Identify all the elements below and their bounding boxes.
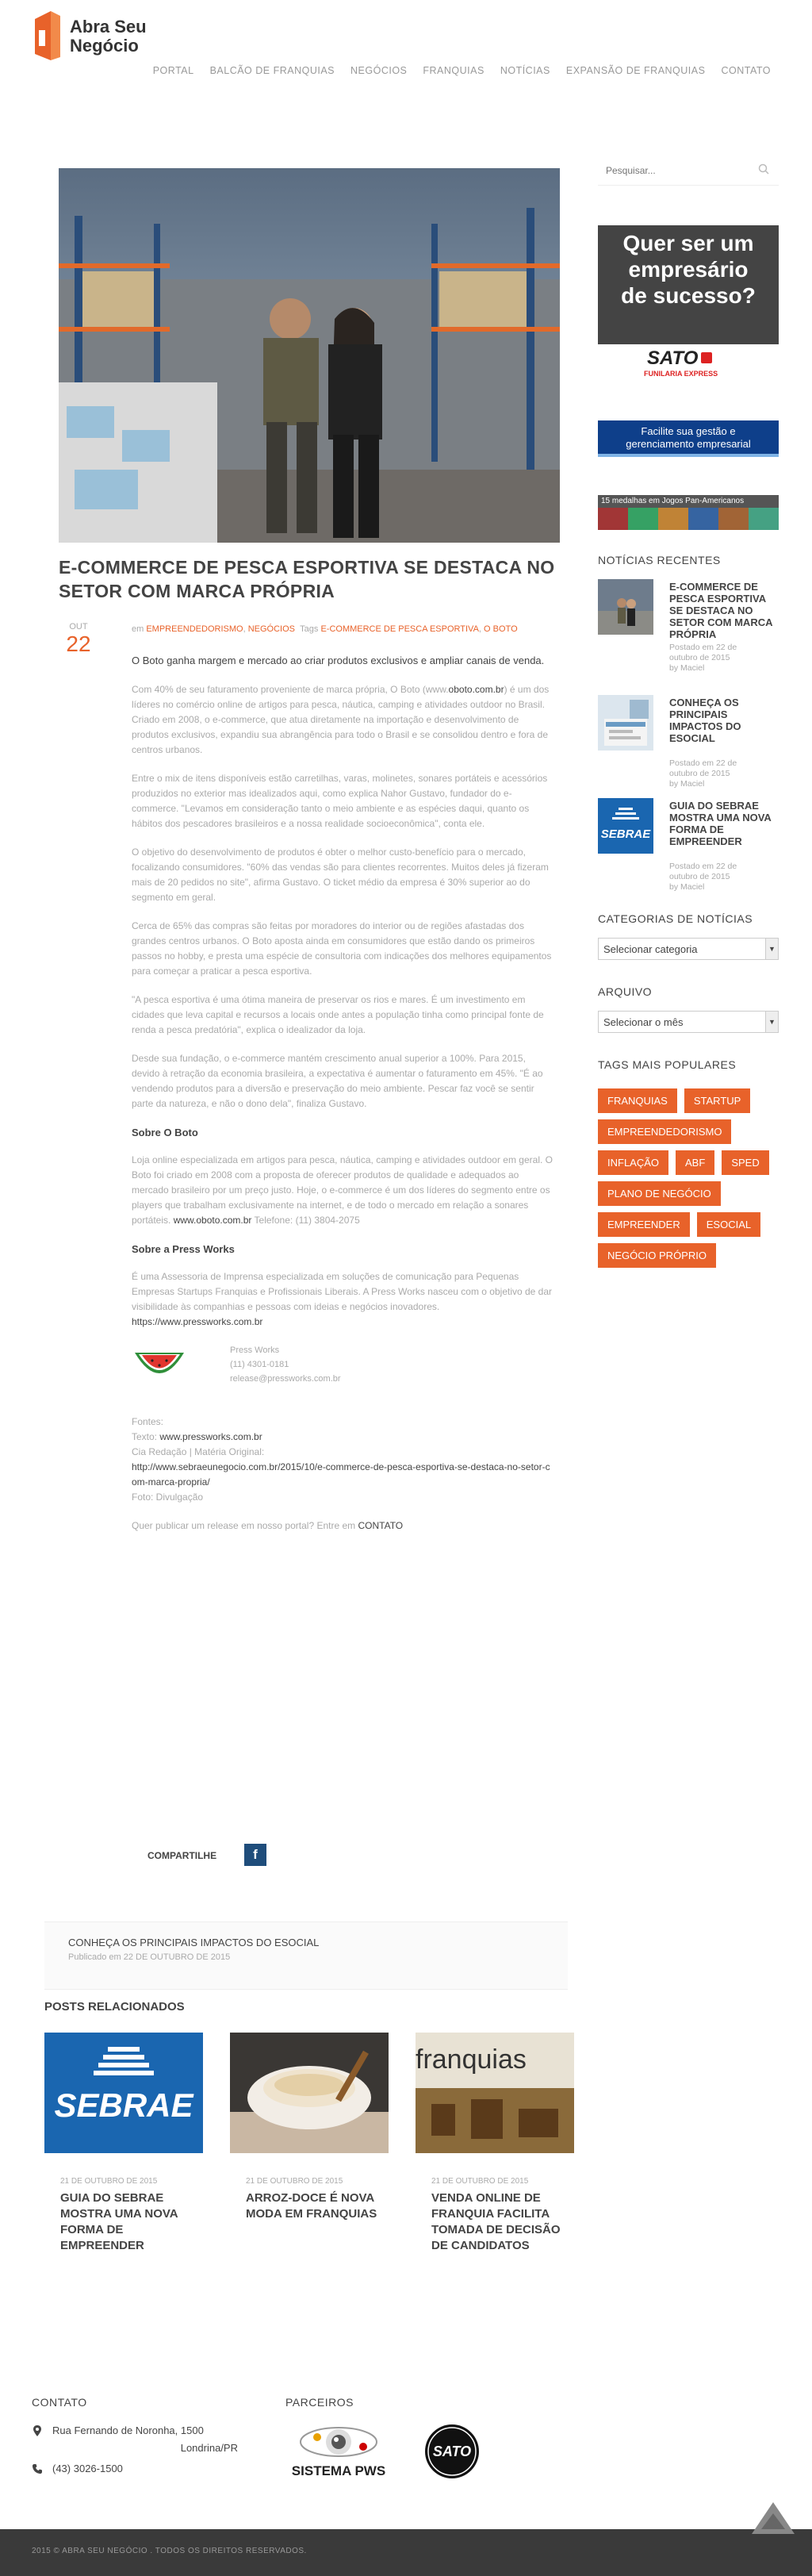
- r3m1: Postado em 22 de: [669, 862, 737, 871]
- meta-tag-oboto[interactable]: O BOTO: [484, 624, 518, 634]
- meta-sep: ,: [243, 624, 246, 634]
- r3m3: by Maciel: [669, 882, 705, 892]
- sources-label: Fontes:: [132, 1416, 164, 1427]
- partner-sistema-pws[interactable]: [287, 2420, 390, 2482]
- popular-tags-title: TAGS MAIS POPULARES: [598, 1058, 737, 1071]
- post-paragraph-2: Entre o mix de itens disponíveis estão carretilhas, varas, molinetes, sonares portáteis e acessórios produzidos no exterior mas idealizados aqui, como explica Nahor Gustavo, fundador do e-commerce. "Levamos em consideração tanto o meio ambiente e as espécies daqui, quanto os hábitos dos pescadores brasileiros e a nossa realidade socioeconômica", conta ele.: [132, 773, 548, 829]
- nav-noticias[interactable]: NOTÍCIAS: [500, 65, 550, 76]
- related-post-2-title[interactable]: ARROZ-DOCE É NOVA MODA EM FRANQUIAS: [246, 2191, 377, 2221]
- about-oboto-heading: Sobre O Boto: [132, 1127, 198, 1138]
- related-post-1[interactable]: [44, 2033, 203, 2254]
- previous-post-nav[interactable]: [44, 1921, 568, 1990]
- ad-sato-footer: [598, 344, 779, 382]
- main-content: [59, 168, 560, 603]
- ad-sato-line1: Quer ser um: [622, 231, 754, 255]
- warehouse-photo: [59, 168, 560, 543]
- meta-tags-label: Tags: [300, 624, 319, 634]
- post-date-day: 22: [66, 632, 91, 656]
- recent-post-2-thumb[interactable]: [598, 695, 653, 751]
- post-paragraph-4: Cerca de 65% das compras são feitas por moradores do interior ou de regiões afastadas dos grandes centros urbanos. O Boto aposta ainda em consumidores que estão dando os primeiros passos no hobby, e presta uma espécie de consultoria com indicações dos melhores equipamentos para começar a praticar a pesca esportiva.: [132, 920, 552, 977]
- recent-post-3-meta: [669, 862, 737, 893]
- footer-phone: [32, 2461, 190, 2477]
- tag-plano-de-negocio[interactable]: PLANO DE NEGÓCIO: [598, 1181, 721, 1206]
- warehouse-thumb: [598, 579, 653, 635]
- about-pressworks-heading: Sobre a Press Works: [132, 1243, 235, 1255]
- recent-post-3-title[interactable]: GUIA DO SEBRAE MOSTRA UMA NOVA FORMA DE EMPREENDER: [669, 800, 772, 847]
- post-meta: [132, 624, 518, 634]
- pressworks-name: Press Works: [230, 1346, 280, 1355]
- nav-expansao-de-franquias[interactable]: EXPANSÃO DE FRANQUIAS: [565, 65, 706, 76]
- related-post-2[interactable]: [230, 2033, 389, 2222]
- ad-gestao-line1: Facilite sua gestão e: [641, 425, 736, 437]
- facebook-share-button[interactable]: [244, 1844, 266, 1866]
- related-post-3[interactable]: [416, 2033, 574, 2254]
- nav-contato[interactable]: CONTATO: [721, 65, 771, 76]
- back-to-top-button[interactable]: [750, 2499, 796, 2545]
- sebrae-logo-icon: [44, 2033, 203, 2153]
- ad-sato-mark-icon: [701, 352, 712, 363]
- oboto-link[interactable]: oboto.com.br: [448, 684, 504, 695]
- tag-empreender[interactable]: EMPREENDER: [598, 1212, 690, 1237]
- chevron-down-icon: ▼: [765, 1012, 778, 1032]
- recent-post-1[interactable]: [598, 579, 779, 673]
- sistema-pws-logo-icon: [287, 2420, 390, 2482]
- footer-address: [32, 2423, 238, 2458]
- ad-sato-headline: [598, 230, 779, 309]
- r1m3: by Maciel: [669, 663, 705, 673]
- ad-sato-line3: de sucesso?: [621, 283, 756, 308]
- map-pin-icon: [33, 2425, 41, 2436]
- search-box[interactable]: [598, 155, 779, 186]
- meta-category-empreendedorismo[interactable]: EMPREENDEDORISMO: [146, 624, 243, 634]
- recent-post-1-title[interactable]: E-COMMERCE DE PESCA ESPORTIVA SE DESTACA NO SETOR COM MARCA PRÓPRIA: [669, 581, 772, 640]
- archive-select-value: Selecionar o mês: [603, 1016, 684, 1028]
- sato-partner-logo-icon: [412, 2421, 492, 2482]
- tag-negocio-proprio[interactable]: NEGÓCIO PRÓPRIO: [598, 1243, 716, 1268]
- site-header: [0, 0, 812, 87]
- source-text-label: Texto:: [132, 1431, 160, 1442]
- ad-gestao-stripe: [598, 454, 779, 457]
- post-paragraph-6: Desde sua fundação, o e-commerce mantém crescimento anual superior a 100%. Para 2015, devido à retração da economia brasileira, a expectativa é aumentar o faturamento em 45%. "É ao vendendo produtos para a diversão e preservação do meio ambiente. Pescar faz você se sentir parte da natureza, e não o dono dela", finaliza Gustavo.: [132, 1053, 543, 1109]
- meta-category-negocios[interactable]: NEGÓCIOS: [247, 624, 296, 634]
- post-paragraph-7: [132, 1153, 555, 1228]
- categories-select[interactable]: [598, 938, 779, 960]
- post-paragraph-3: O objetivo do desenvolvimento de produtos é obter o melhor custo-benefício para o mercado, focalizando consumidores. "60% das vendas são para clientes recorrentes. Muitos deles já fizeram mais de 20 pedidos no site", afirma Gustavo. O ticket médio da empresa é 30% superior ao do segmento em geral.: [132, 847, 549, 903]
- ad-banner-gestao[interactable]: [598, 420, 779, 457]
- tag-esocial[interactable]: ESOCIAL: [697, 1212, 760, 1237]
- oboto-site-link[interactable]: www.oboto.com.br: [173, 1215, 252, 1226]
- r1m1: Postado em 22 de: [669, 643, 737, 652]
- post-title: E-COMMERCE DE PESCA ESPORTIVA SE DESTACA NO SETOR COM MARCA PRÓPRIA: [59, 557, 555, 601]
- related-post-3-image[interactable]: [416, 2033, 574, 2153]
- address-line-2: Londrina/PR: [180, 2442, 238, 2454]
- post-featured-image: [59, 168, 560, 543]
- tag-inflacao[interactable]: INFLAÇÃO: [598, 1150, 668, 1175]
- recent-post-2-meta: [669, 758, 737, 789]
- main-nav: [153, 65, 771, 76]
- franquias-photo: [416, 2033, 574, 2153]
- pressworks-link[interactable]: https://www.pressworks.com.br: [132, 1316, 263, 1327]
- post-paragraph-5: "A pesca esportiva é uma ótima maneira de preservar os rios e mares. É um investimento em cidades que leva capital e recursos a locais onde antes a população tinha como principal fonte de renda a pesca predatória", explica o idealizador da loja.: [132, 994, 544, 1035]
- footer-contact-title: CONTATO: [32, 2396, 87, 2409]
- recent-post-1-thumb[interactable]: [598, 579, 653, 635]
- related-posts-title: POSTS RELACIONADOS: [44, 2000, 185, 2014]
- cta-text: Quer publicar um release em nosso portal? Entre em: [132, 1520, 358, 1531]
- r3m2: outubro de 2015: [669, 872, 730, 881]
- logo-line-1: Abra Seu: [70, 17, 147, 36]
- r2m2: outubro de 2015: [669, 769, 730, 778]
- pressworks-contact: [230, 1343, 341, 1386]
- recent-post-3[interactable]: [598, 798, 779, 892]
- recent-post-2-title[interactable]: CONHEÇA OS PRINCIPAIS IMPACTOS DO ESOCIAL: [669, 697, 741, 744]
- source-text-link[interactable]: www.pressworks.com.br: [159, 1431, 262, 1442]
- tag-franquias[interactable]: FRANQUIAS: [598, 1088, 677, 1113]
- sources: [132, 1415, 555, 1505]
- ad-sato-line2: empresário: [628, 257, 749, 282]
- tag-startup[interactable]: STARTUP: [684, 1088, 750, 1113]
- source-photo: Foto: Divulgação: [132, 1491, 204, 1503]
- address-line-1: Rua Fernando de Noronha, 1500: [52, 2424, 204, 2436]
- nav-balcao-de-franquias[interactable]: BALCÃO DE FRANQUIAS: [209, 65, 335, 76]
- facebook-icon: f: [253, 1847, 258, 1862]
- post-paragraph-1: [132, 682, 555, 758]
- post-date: [59, 622, 98, 657]
- esocial-thumb: [598, 695, 653, 751]
- pressworks-phone: (11) 4301-0181: [230, 1360, 289, 1369]
- meta-in: em: [132, 624, 144, 634]
- pressworks-email[interactable]: release@pressworks.com.br: [230, 1374, 341, 1384]
- sistema-pws-text: SISTEMA PWS: [291, 2463, 386, 2478]
- publish-cta: [132, 1518, 555, 1534]
- previous-post-title[interactable]: CONHEÇA OS PRINCIPAIS IMPACTOS DO ESOCIAL: [68, 1937, 320, 1948]
- sebrae-thumb-text: SEBRAE: [600, 827, 651, 841]
- prev-date-value: 22 DE OUTUBRO DE 2015: [123, 1952, 231, 1962]
- source-url-link[interactable]: http://www.sebraeunegocio.com.br/2015/10/e-commerce-de-pesca-esportiva-se-destaca-no-setor-com-marca-propria/: [132, 1461, 550, 1488]
- related-post-1-date: 21 DE OUTUBRO DE 2015: [60, 2177, 158, 2186]
- related-post-1-title[interactable]: GUIA DO SEBRAE MOSTRA UMA NOVA FORMA DE EMPREENDER: [60, 2191, 178, 2252]
- r2m1: Postado em 22 de: [669, 758, 737, 768]
- watermelon-logo-icon: [132, 1346, 187, 1383]
- cta-contact-link[interactable]: CONTATO: [358, 1520, 404, 1531]
- meta-tag-ecommerce[interactable]: E-COMMERCE DE PESCA ESPORTIVA: [320, 624, 479, 634]
- related-post-3-date: 21 DE OUTUBRO DE 2015: [431, 2177, 529, 2186]
- recent-post-2[interactable]: [598, 695, 779, 789]
- footer-bar: [0, 2529, 812, 2576]
- archive-title: ARQUIVO: [598, 985, 653, 998]
- pressworks-card: [132, 1343, 555, 1403]
- nav-franquias[interactable]: FRANQUIAS: [423, 65, 485, 76]
- r2m3: by Maciel: [669, 779, 705, 789]
- ad-pan-text: 15 medalhas em Jogos Pan-Americanos: [601, 497, 745, 505]
- archive-select[interactable]: [598, 1011, 779, 1033]
- sebrae-logo-text: SEBRAE: [54, 2087, 193, 2124]
- meta-sep-2: ,: [478, 624, 481, 634]
- logo-mark-icon: [32, 8, 65, 63]
- site-logo[interactable]: [32, 8, 159, 63]
- recent-post-1-meta: [669, 643, 737, 674]
- partner-sato[interactable]: [412, 2421, 492, 2482]
- previous-post-date: Publicado em 22 DE OUTUBRO DE 2015: [68, 1952, 231, 1962]
- ad-sato-brand: SATO: [647, 347, 699, 369]
- ad-gestao-line2: gerenciamento empresarial: [626, 438, 751, 450]
- search-input[interactable]: [606, 162, 749, 179]
- ad-banner-sato[interactable]: [598, 225, 779, 382]
- r1m2: outubro de 2015: [669, 653, 730, 662]
- tag-abf[interactable]: ABF: [676, 1150, 714, 1175]
- share-label: COMPARTILHE: [147, 1850, 217, 1861]
- logo-text: [70, 17, 147, 56]
- related-post-2-image[interactable]: [230, 2033, 389, 2153]
- categories-select-value: Selecionar categoria: [603, 943, 698, 955]
- footer-partners-title: PARCEIROS: [285, 2396, 354, 2409]
- ad-gestao-text: [598, 425, 779, 451]
- p7-text-a: Loja online especializada em artigos para pesca, náutica, camping e atividades outdoor em geral. O Boto foi criado em 2008 com a proposta de oferecer produtos de qualidade e adequados ao mercado brasileiro por um preço justo. Hoje, o e-commerce é um dos líderes do segmento entre os players que trabalham exclusivamente na internet, e de todo o mercado em relação a sonares portáteis.: [132, 1154, 553, 1226]
- phone-number[interactable]: (43) 3026-1500: [52, 2463, 123, 2474]
- search-icon[interactable]: [758, 163, 769, 175]
- post-lead: O Boto ganha margem e mercado ao criar produtos exclusivos e ampliar canais de venda.: [132, 655, 545, 666]
- nav-portal[interactable]: PORTAL: [152, 65, 194, 76]
- logo-line-2: Negócio: [70, 36, 139, 56]
- recent-news-title: NOTÍCIAS RECENTES: [598, 554, 721, 566]
- prev-date-label: Publicado: [68, 1952, 107, 1962]
- rice-pudding-photo: [230, 2033, 389, 2153]
- post-body: [132, 652, 555, 1547]
- related-post-1-image[interactable]: [44, 2033, 203, 2153]
- tag-sped[interactable]: SPED: [722, 1150, 768, 1175]
- p8-text-a: É uma Assessoria de Imprensa especializada em soluções de comunicação para Pequenas Empresas Startups Franquias e Profissionais Liberais. A Press Works nasceu com o objetivo de dar visibilidade às companhias e pessoas com ideias e negócios inovadores.: [132, 1271, 553, 1312]
- popular-tags: [598, 1088, 779, 1268]
- sebrae-thumb-icon: [598, 798, 653, 854]
- post-date-month: OUT: [69, 622, 88, 632]
- phone-icon: [33, 2464, 42, 2474]
- nav-negocios[interactable]: NEGÓCIOS: [350, 65, 408, 76]
- related-post-3-title[interactable]: VENDA ONLINE DE FRANQUIA FACILITA TOMADA DE DECISÃO DE CANDIDATOS: [431, 2191, 561, 2252]
- ad-banner-pan[interactable]: [598, 495, 779, 530]
- ad-sato-sub: FUNILARIA EXPRESS: [644, 370, 718, 378]
- post-paragraph-8: [132, 1269, 555, 1330]
- related-post-2-date: 21 DE OUTUBRO DE 2015: [246, 2177, 343, 2186]
- p1-text-b: ) é um dos líderes no comércio online de artigos para pesca, náutica, camping e atividades outdoor no Brasil. Criado em 2008, o e-commerce, que atua diretamente na importação e desenvolvimento de produtos exclusivos, expandiu sua abrangência para todo o Brasil e se consolidou dentro e fora de centros urbanos.: [132, 684, 550, 755]
- franquias-photo-text: franquias: [416, 2044, 527, 2075]
- arrow-up-icon: [750, 2499, 796, 2545]
- source-cia: Cia Redação | Matéria Original:: [132, 1446, 265, 1457]
- copyright-text: 2015 © ABRA SEU NEGÓCIO . TODOS OS DIREITOS RESERVADOS.: [32, 2547, 307, 2555]
- categories-title: CATEGORIAS DE NOTÍCIAS: [598, 912, 753, 925]
- tag-empreendedorismo[interactable]: EMPREENDEDORISMO: [598, 1119, 731, 1144]
- p1-text-a: Com 40% de seu faturamento proveniente de marca própria, O Boto (www.: [132, 684, 449, 695]
- sato-partner-text: SATO: [432, 2444, 472, 2459]
- recent-post-3-thumb[interactable]: [598, 798, 653, 854]
- chevron-down-icon: ▼: [765, 939, 778, 959]
- p7-text-b: Telefone: (11) 3804-2075: [251, 1215, 360, 1226]
